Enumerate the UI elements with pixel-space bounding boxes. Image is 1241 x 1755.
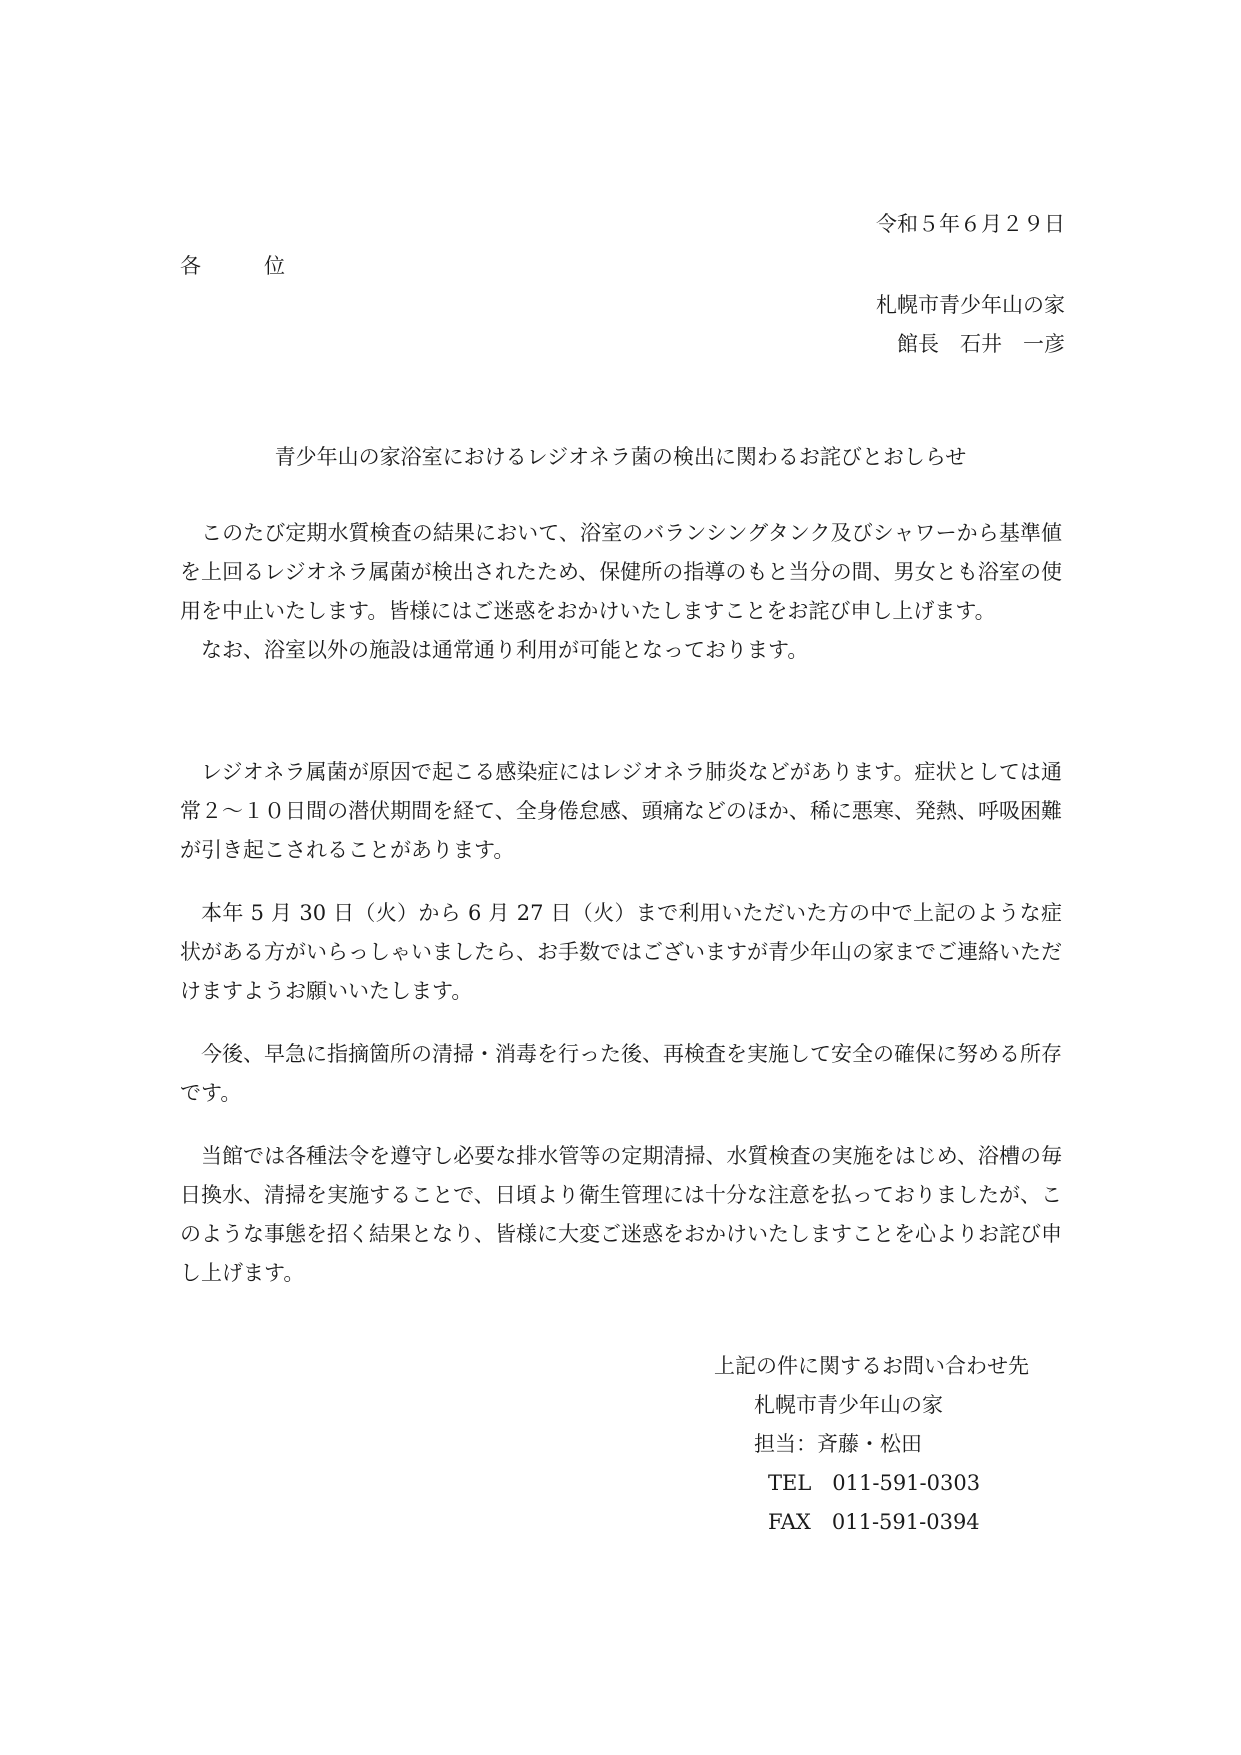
paragraph-suspension-notice xyxy=(180,514,1062,670)
paragraph-text: なお、浴室以外の施設は通常通り利用が可能となっております。 xyxy=(201,638,809,662)
paragraph-text: このたび定期水質検査の結果において、浴室のバランシングタンク及びシャワーから基準値を上回るレジオネラ属菌が検出されたため、保健所の指導のもと当分の間、男女とも浴室の使用を中止いたします。皆様にはご迷惑をおかけいたしますことをお詫び申し上げます。 xyxy=(180,521,1062,623)
contact-heading: 上記の件に関するお問い合わせ先 xyxy=(714,1354,1029,1378)
document-title: 青少年山の家浴室におけるレジオネラ菌の検出に関わるお詫びとおしらせ xyxy=(274,445,967,469)
paragraph-apology xyxy=(180,1137,1062,1293)
paragraph-text: 今後、早急に指摘箇所の清掃・消毒を行った後、再検査を実施して安全の確保に努める所存です。 xyxy=(180,1042,1062,1105)
sender-director: 館長 石井 一彦 xyxy=(897,332,1065,356)
paragraph-text: 本年 5 月 30 日（火）から 6 月 27 日（火）まで利用いただいた方の中で上記のような症状がある方がいらっしゃいましたら、お手数ではございますが青少年山の家までご連絡いただけますようお願いいたします。 xyxy=(180,901,1062,1003)
contact-block xyxy=(714,1347,1029,1542)
contact-tel: TEL 011-591-0303 xyxy=(768,1471,981,1495)
recipient: 各 位 xyxy=(180,254,285,278)
paragraph-text: 当館では各種法令を遵守し必要な排水管等の定期清掃、水質検査の実施をはじめ、浴槽の毎日換水、清掃を実施することで、日頃より衛生管理には十分な注意を払っておりましたが、このような事態を招く結果となり、皆様に大変ご迷惑をおかけいたしますことを心よりお詫び申し上げます。 xyxy=(180,1144,1062,1285)
contact-staff: 担当：斉藤・松田 xyxy=(754,1432,922,1456)
contact-fax: FAX 011-591-0394 xyxy=(768,1510,980,1534)
paragraph-contact-request xyxy=(180,894,1062,1011)
paragraph-symptoms xyxy=(180,753,1062,870)
sender-organization: 札幌市青少年山の家 xyxy=(876,293,1065,317)
document-date: 令和５年６月２９日 xyxy=(876,212,1065,236)
contact-organization: 札幌市青少年山の家 xyxy=(754,1393,943,1417)
sender-block xyxy=(876,286,1065,364)
paragraph-text: レジオネラ属菌が原因で起こる感染症にはレジオネラ肺炎などがあります。症状としては通常２～１０日間の潜伏期間を経て、全身倦怠感、頭痛などのほか、稀に悪寒、発熱、呼吸困難が引き起こされることがあります。 xyxy=(180,760,1062,862)
paragraph-next-steps xyxy=(180,1035,1062,1113)
